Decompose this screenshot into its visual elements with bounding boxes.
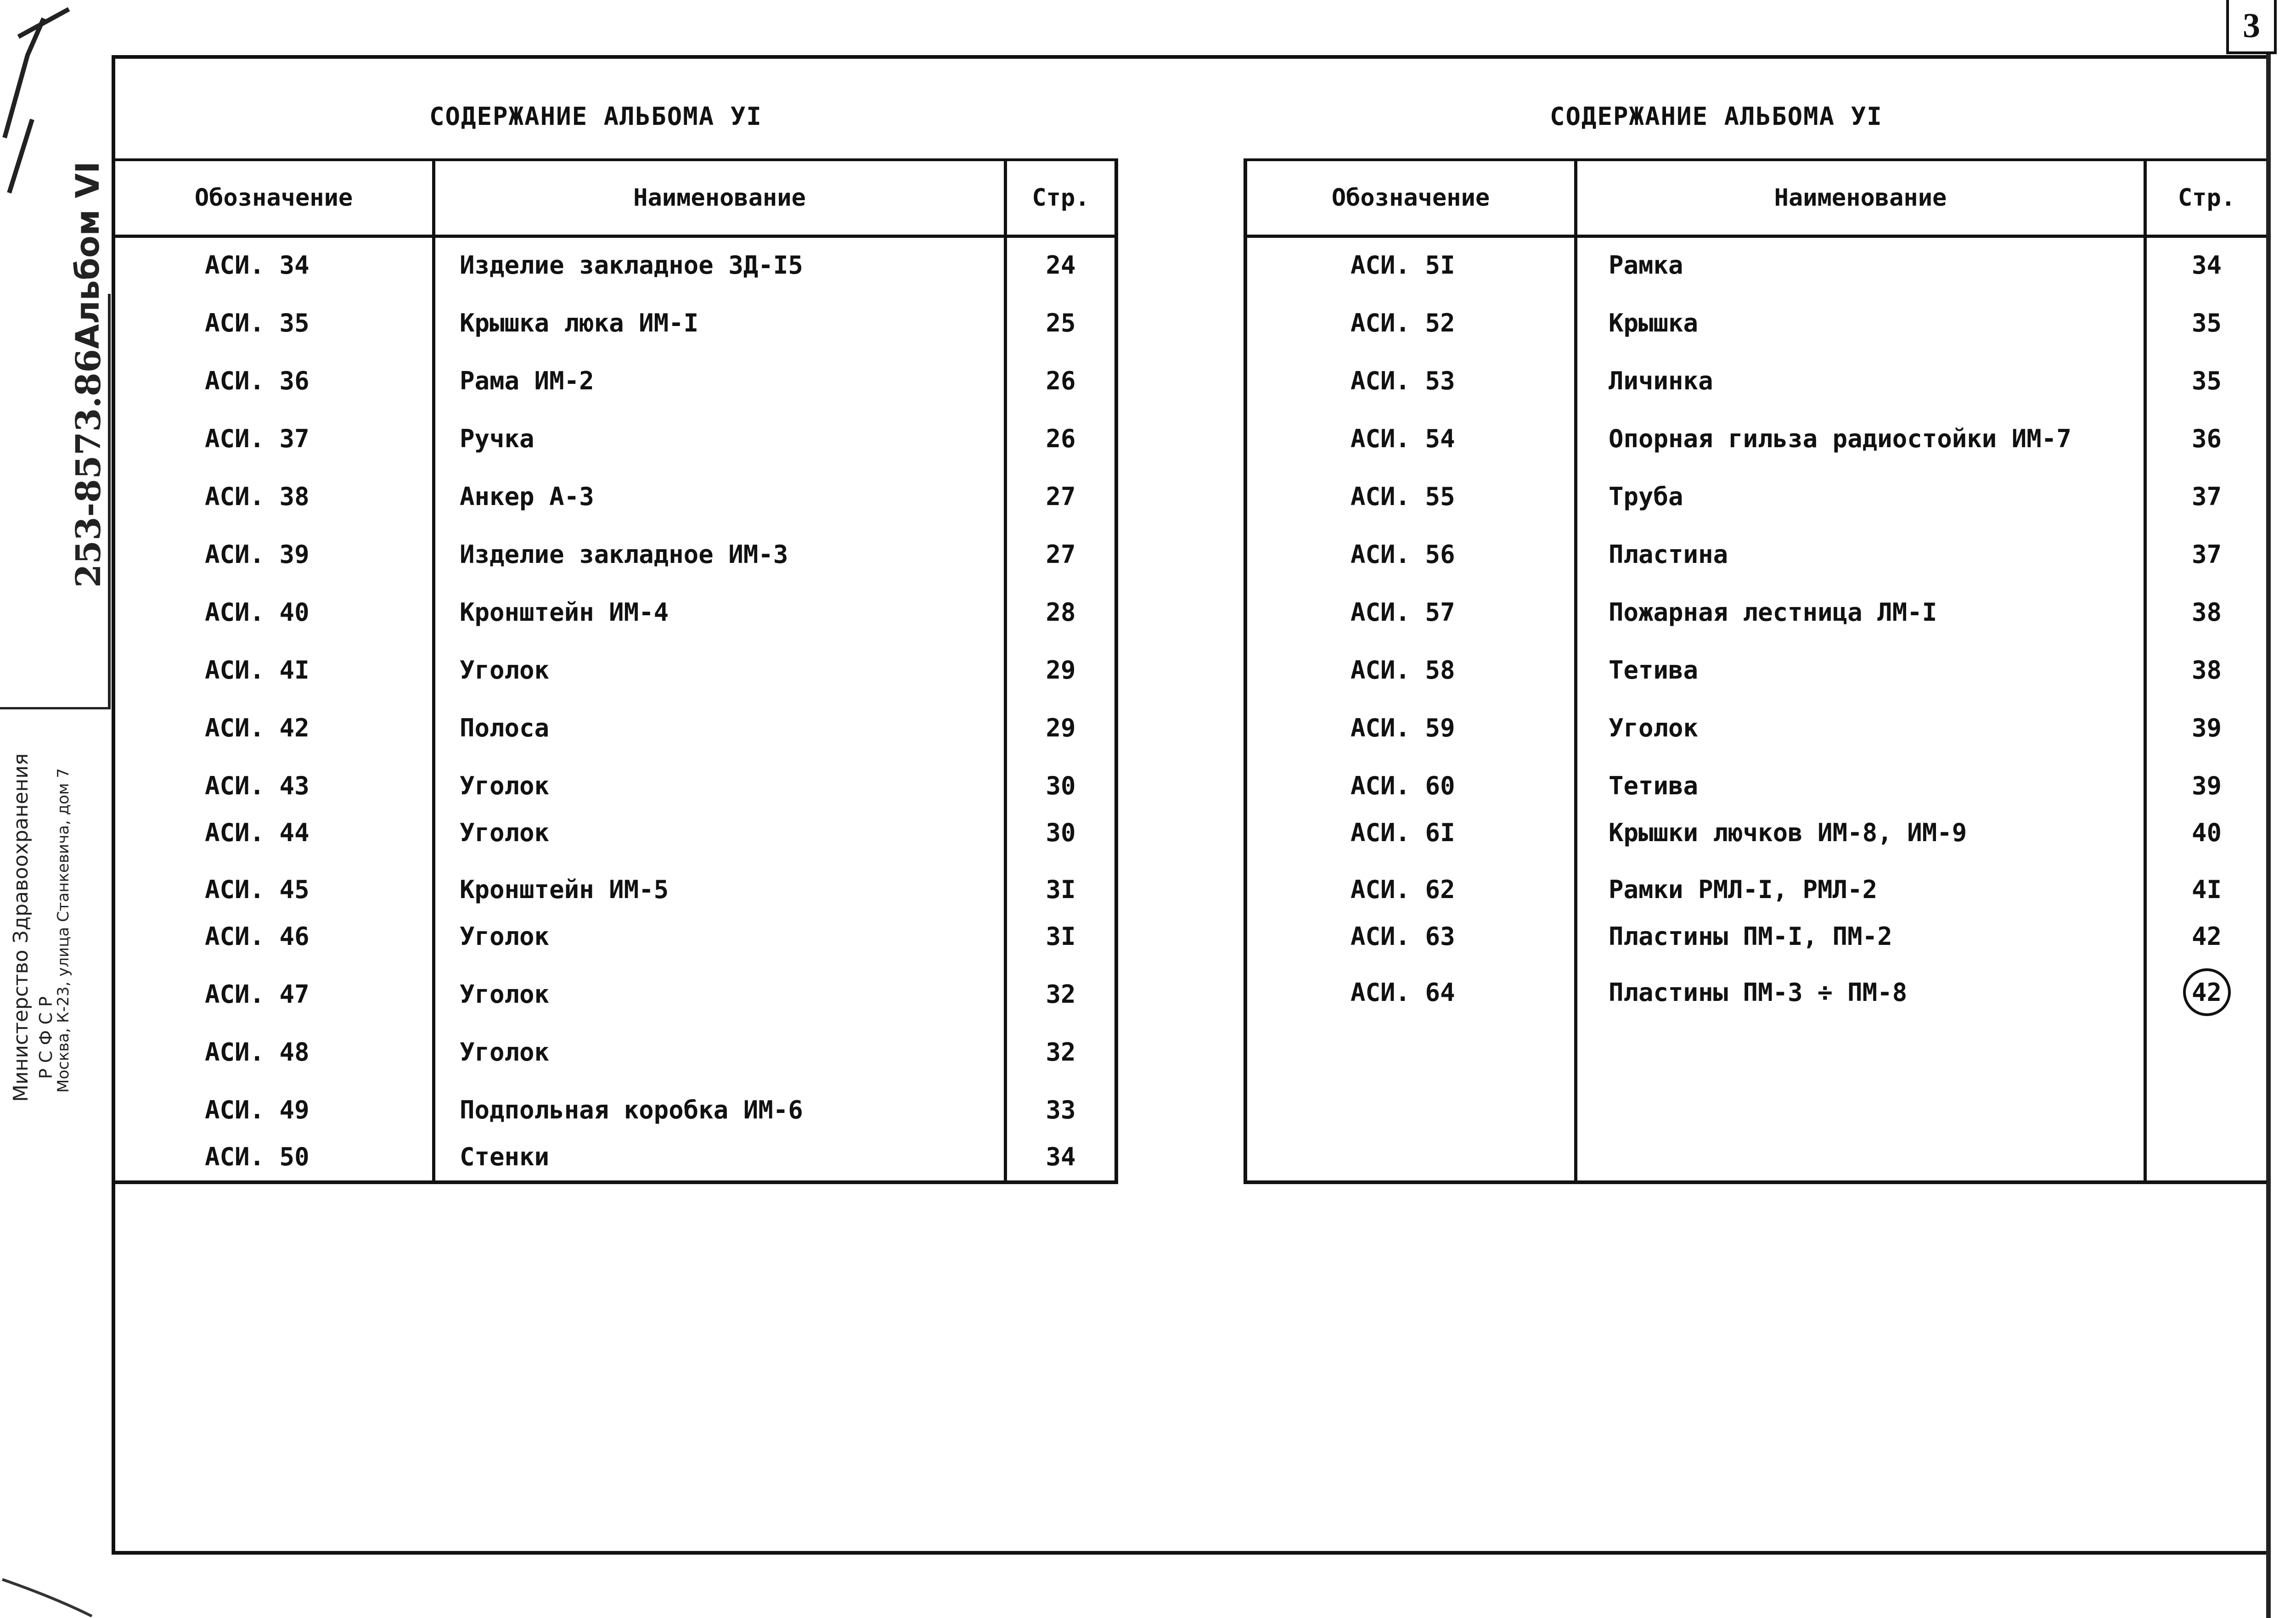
table-row bbox=[115, 475, 1114, 517]
row-name: Пожарная лестница ЛМ-I bbox=[1609, 597, 1937, 627]
row-code: АСИ. 60 bbox=[1351, 771, 1455, 800]
row-name: Уголок bbox=[460, 771, 550, 800]
left-toc-header bbox=[115, 161, 1114, 238]
table-row bbox=[115, 649, 1114, 691]
header-page: Стр. bbox=[1032, 184, 1090, 212]
row-code: АСИ. 64 bbox=[1351, 978, 1455, 1007]
row-name: Уголок bbox=[460, 979, 550, 1009]
table-row bbox=[1247, 302, 2267, 344]
table-row bbox=[115, 302, 1114, 344]
table-row bbox=[115, 973, 1114, 1015]
table-row bbox=[115, 915, 1114, 957]
row-name: Уголок bbox=[1609, 713, 1699, 742]
row-page: 28 bbox=[1046, 597, 1076, 627]
row-code: АСИ. 43 bbox=[205, 771, 310, 800]
row-page: 26 bbox=[1046, 366, 1076, 395]
row-code: АСИ. 4I bbox=[205, 655, 310, 685]
side-margin-stamp bbox=[0, 0, 108, 1618]
table-row bbox=[115, 1031, 1114, 1073]
row-code: АСИ. 5I bbox=[1351, 250, 1455, 280]
row-code: АСИ. 59 bbox=[1351, 713, 1455, 742]
row-page: 39 bbox=[2191, 771, 2222, 800]
row-page: 37 bbox=[2191, 482, 2222, 511]
side-ministry-text: Министерство Здравоохранения bbox=[9, 753, 33, 1102]
row-code: АСИ. 42 bbox=[205, 713, 310, 742]
row-code: АСИ. 57 bbox=[1351, 597, 1455, 627]
album-number: 253-8573.86 bbox=[69, 349, 108, 588]
row-page: 37 bbox=[2191, 539, 2222, 569]
table-row bbox=[1247, 417, 2267, 460]
table-row bbox=[115, 764, 1114, 807]
header-page: Стр. bbox=[2178, 184, 2236, 212]
header-name: Наименование bbox=[1774, 184, 1947, 212]
row-code: АСИ. 62 bbox=[1351, 875, 1455, 904]
row-code: АСИ. 48 bbox=[205, 1037, 310, 1067]
row-code: АСИ. 53 bbox=[1351, 366, 1455, 395]
row-name: Пластины ПМ-3 ÷ ПМ-8 bbox=[1609, 978, 1908, 1007]
table-row bbox=[115, 244, 1114, 286]
table-row bbox=[115, 533, 1114, 575]
row-code: АСИ. 49 bbox=[205, 1095, 310, 1124]
row-name: Пластина bbox=[1609, 539, 1728, 569]
table-row bbox=[1247, 915, 2267, 957]
row-code: АСИ. 38 bbox=[205, 482, 310, 511]
table-row bbox=[1247, 475, 2267, 517]
row-page: 36 bbox=[2191, 424, 2222, 453]
table-row bbox=[1247, 764, 2267, 807]
left-toc-table bbox=[112, 158, 1118, 1184]
row-page: 35 bbox=[2191, 366, 2222, 395]
row-name: Уголок bbox=[460, 818, 550, 847]
row-code: АСИ. 46 bbox=[205, 921, 310, 951]
circled-page-number: 42 bbox=[2183, 968, 2231, 1016]
header-code: Обозначение bbox=[1331, 184, 1490, 212]
row-code: АСИ. 47 bbox=[205, 979, 310, 1009]
row-page bbox=[2147, 971, 2267, 1013]
row-page: 32 bbox=[1046, 979, 1076, 1009]
row-name: Рамка bbox=[1609, 250, 1683, 280]
row-page: 25 bbox=[1046, 308, 1076, 337]
table-row bbox=[1247, 811, 2267, 854]
row-name: Труба bbox=[1609, 482, 1683, 511]
table-row bbox=[115, 1135, 1114, 1178]
row-name: Уголок bbox=[460, 655, 550, 685]
right-toc-header bbox=[1247, 161, 2267, 238]
row-code: АСИ. 63 bbox=[1351, 921, 1455, 951]
row-name: Анкер А-3 bbox=[460, 482, 594, 511]
row-name: Рамки РМЛ-I, РМЛ-2 bbox=[1609, 875, 1878, 904]
table-row bbox=[115, 707, 1114, 749]
row-code: АСИ. 55 bbox=[1351, 482, 1455, 511]
table-row bbox=[115, 811, 1114, 854]
row-page: 38 bbox=[2191, 655, 2222, 685]
row-name: Изделие закладное ЗД-I5 bbox=[460, 250, 803, 280]
row-page: 38 bbox=[2191, 597, 2222, 627]
row-name: Кронштейн ИМ-5 bbox=[460, 875, 669, 904]
table-row bbox=[1247, 649, 2267, 691]
row-name: Подпольная коробка ИМ-6 bbox=[460, 1095, 803, 1124]
page-number: 3 bbox=[2226, 0, 2277, 54]
row-name: Стенки bbox=[460, 1142, 550, 1171]
row-name: Тетива bbox=[1609, 771, 1699, 800]
row-name: Тетива bbox=[1609, 655, 1699, 685]
row-name: Пластины ПМ-I, ПМ-2 bbox=[1609, 921, 1892, 951]
table-row bbox=[115, 1089, 1114, 1131]
row-page: 24 bbox=[1046, 250, 1076, 280]
row-code: АСИ. 37 bbox=[205, 424, 310, 453]
row-code: АСИ. 45 bbox=[205, 875, 310, 904]
right-toc-table bbox=[1244, 158, 2267, 1184]
row-page: 35 bbox=[2191, 308, 2222, 337]
row-page: 27 bbox=[1046, 482, 1076, 511]
row-page: 34 bbox=[2191, 250, 2222, 280]
row-code: АСИ. 50 bbox=[205, 1142, 310, 1171]
table-row bbox=[1247, 971, 2267, 1013]
side-country-text: Р С Ф С Р bbox=[36, 996, 56, 1079]
row-page: 4I bbox=[2191, 875, 2222, 904]
row-page: 39 bbox=[2191, 713, 2222, 742]
row-code: АСИ. 44 bbox=[205, 818, 310, 847]
row-page: 27 bbox=[1046, 539, 1076, 569]
row-page: 42 bbox=[2191, 921, 2222, 951]
row-page: 29 bbox=[1046, 713, 1076, 742]
row-name: Уголок bbox=[460, 921, 550, 951]
table-row bbox=[115, 868, 1114, 910]
header-name: Наименование bbox=[633, 184, 806, 212]
row-code: АСИ. 58 bbox=[1351, 655, 1455, 685]
row-code: АСИ. 36 bbox=[205, 366, 310, 395]
table-row bbox=[115, 417, 1114, 460]
table-row bbox=[1247, 360, 2267, 402]
row-name: Полоса bbox=[460, 713, 550, 742]
row-name: Уголок bbox=[460, 1037, 550, 1067]
row-code: АСИ. 40 bbox=[205, 597, 310, 627]
row-page: 30 bbox=[1046, 818, 1076, 847]
row-name: Крышка bbox=[1609, 308, 1699, 337]
row-page: 33 bbox=[1046, 1095, 1076, 1124]
row-name: Крышки лючков ИМ-8, ИМ-9 bbox=[1609, 818, 1967, 847]
table-row bbox=[1247, 533, 2267, 575]
row-code: АСИ. 56 bbox=[1351, 539, 1455, 569]
side-address-text: Москва, К-23, улица Станкевича, дом 7 bbox=[54, 768, 73, 1093]
left-table-heading: СОДЕРЖАНИЕ АЛЬБОМА УI bbox=[429, 102, 762, 131]
row-name: Опорная гильза радиостойки ИМ-7 bbox=[1609, 424, 2071, 453]
table-row bbox=[115, 591, 1114, 633]
row-name: Изделие закладное ИМ-3 bbox=[460, 539, 788, 569]
row-page: 3I bbox=[1046, 921, 1076, 951]
row-page: 3I bbox=[1046, 875, 1076, 904]
row-name: Рама ИМ-2 bbox=[460, 366, 594, 395]
row-name: Личинка bbox=[1609, 366, 1713, 395]
right-table-heading: СОДЕРЖАНИЕ АЛЬБОМА УI bbox=[1550, 102, 1883, 131]
row-page: 26 bbox=[1046, 424, 1076, 453]
row-code: АСИ. 35 bbox=[205, 308, 310, 337]
row-code: АСИ. 6I bbox=[1351, 818, 1455, 847]
table-row bbox=[1247, 707, 2267, 749]
row-name: Крышка люка ИМ-I bbox=[460, 308, 699, 337]
header-code: Обозначение bbox=[194, 184, 353, 212]
row-code: АСИ. 54 bbox=[1351, 424, 1455, 453]
row-page: 32 bbox=[1046, 1037, 1076, 1067]
row-code: АСИ. 34 bbox=[205, 250, 310, 280]
table-row bbox=[1247, 868, 2267, 910]
row-page: 30 bbox=[1046, 771, 1076, 800]
table-row bbox=[115, 360, 1114, 402]
table-row bbox=[1247, 244, 2267, 286]
row-name: Ручка bbox=[460, 424, 535, 453]
row-name: Кронштейн ИМ-4 bbox=[460, 597, 669, 627]
row-page: 34 bbox=[1046, 1142, 1076, 1171]
table-row bbox=[1247, 591, 2267, 633]
row-code: АСИ. 52 bbox=[1351, 308, 1455, 337]
row-code: АСИ. 39 bbox=[205, 539, 310, 569]
row-page: 29 bbox=[1046, 655, 1076, 685]
row-page: 40 bbox=[2191, 818, 2222, 847]
sheet-right-edge bbox=[2266, 0, 2271, 1618]
album-label: Альбом VI bbox=[69, 161, 107, 349]
